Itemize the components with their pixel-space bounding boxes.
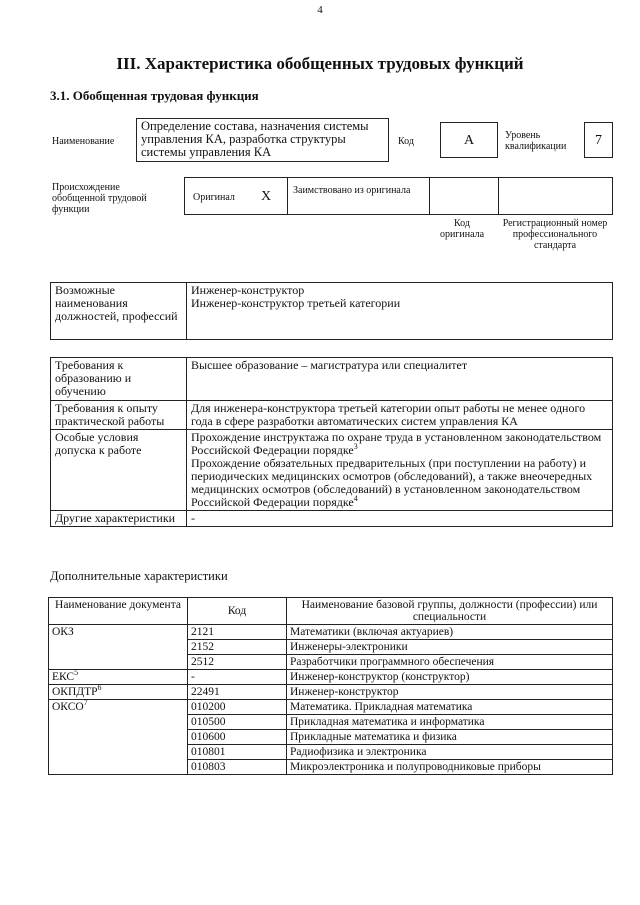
code-cell: 010500 (188, 715, 287, 730)
table-row (49, 715, 613, 730)
original-mark: X (261, 189, 272, 204)
code-cell: 2121 (188, 625, 287, 640)
req-line: Прохождение обязательных предварительных (при поступлении на работу) и периодических медицинских осмотров (обследований), а также внеочередных медицинских осмотров (обследований) в установленном законодательством Российской Федерации порядке$^4$ (191, 456, 593, 509)
req-label: Другие характеристики (51, 511, 187, 527)
level-value: 7 (595, 133, 602, 148)
function-name-box (136, 118, 389, 162)
doc-cell (49, 640, 188, 655)
doc-cell (49, 715, 188, 730)
origin-row (184, 177, 613, 215)
table-row (51, 430, 613, 511)
req-line: Прохождение инструктажа по охране труда в установленном законодательством Российской Федерации порядке$^3$ (191, 430, 602, 457)
doc-cell (49, 745, 188, 760)
subsection-title: 3.1. Обобщенная трудовая функция (50, 88, 259, 103)
code-cell: 010803 (188, 760, 287, 775)
level-box (584, 122, 613, 158)
table-row (51, 283, 613, 340)
roles-values (187, 283, 613, 340)
doc-cell: ОКПДТР$^6$ (49, 685, 188, 700)
name-cell: Микроэлектроника и полупроводниковые приборы (287, 760, 613, 775)
level-label: Уровень квалификации (505, 130, 567, 152)
name-cell: Прикладные математика и физика (287, 730, 613, 745)
role-item: Инженер-конструктор (191, 283, 305, 297)
col-header-code: Код (188, 598, 287, 625)
name-cell: Математика. Прикладная математика (287, 700, 613, 715)
origin-label: Происхождение обобщенной трудовой функции (52, 182, 147, 215)
divider (429, 178, 430, 215)
name-cell: Прикладная математика и информатика (287, 715, 613, 730)
req-label: Требования к образованию и обучению (51, 358, 187, 401)
footnote-ref: 4 (353, 494, 358, 503)
col-header-doc: Наименование документа (49, 598, 188, 625)
table-row (49, 670, 613, 685)
doc-cell: ОКЗ (49, 625, 188, 640)
code-box (440, 122, 498, 158)
table-row (49, 655, 613, 670)
code-cell: 010801 (188, 745, 287, 760)
table-header-row (49, 598, 613, 625)
doc-cell (49, 760, 188, 775)
additional-title: Дополнительные характеристики (50, 569, 228, 583)
table-row (51, 358, 613, 401)
code-cell: 22491 (188, 685, 287, 700)
code-cell: 010600 (188, 730, 287, 745)
table-row (51, 511, 613, 527)
function-name-value: Определение состава, назначения системы управления КА, разработка структуры системы управления КА (141, 119, 369, 159)
footnote-ref: 3 (353, 442, 358, 451)
req-value: - (187, 511, 613, 527)
section-title: III. Характеристика обобщенных трудовых функций (116, 54, 524, 73)
doc-cell (49, 655, 188, 670)
doc-cell: ОКСО$^7$ (49, 700, 188, 715)
additional-table (48, 597, 613, 775)
req-label: Особые условия допуска к работе (51, 430, 187, 511)
table-row (49, 745, 613, 760)
roles-label: Возможные наименования должностей, профессий (51, 283, 187, 340)
req-value: Для инженера-конструктора третьей категории опыт работы не менее одного года в сфере разработки автоматических систем управления КА (187, 401, 613, 430)
name-cell: Радиофизика и электроника (287, 745, 613, 760)
code-label: Код (398, 136, 414, 147)
page-number: 4 (317, 4, 323, 16)
table-row (49, 685, 613, 700)
req-label: Требования к опыту практической работы (51, 401, 187, 430)
table-row (49, 625, 613, 640)
reg-number-caption: Регистрационный номер профессионального стандарта (502, 218, 608, 251)
code-cell: - (188, 670, 287, 685)
borrowed-label: Заимствовано из оригинала (293, 185, 411, 196)
roles-table (50, 282, 613, 340)
role-item: Инженер-конструктор третьей категории (191, 296, 401, 310)
code-cell: 2512 (188, 655, 287, 670)
table-row (49, 640, 613, 655)
divider (498, 178, 499, 215)
name-cell: Инженер-конструктор (конструктор) (287, 670, 613, 685)
code-value: А (463, 133, 475, 148)
code-cell: 010200 (188, 700, 287, 715)
code-original-caption: Код оригинала (439, 218, 485, 240)
name-cell: Инженеры-электроники (287, 640, 613, 655)
name-cell: Инженер-конструктор (287, 685, 613, 700)
table-row (49, 700, 613, 715)
divider (287, 178, 288, 215)
name-label: Наименование (52, 136, 115, 147)
table-row (49, 760, 613, 775)
name-cell: Разработчики программного обеспечения (287, 655, 613, 670)
original-label: Оригинал (193, 192, 235, 203)
table-row (51, 401, 613, 430)
col-header-name: Наименование базовой группы, должности (профессии) или специальности (287, 598, 613, 625)
name-cell: Математики (включая актуариев) (287, 625, 613, 640)
doc-cell: ЕКС$^5$ (49, 670, 188, 685)
table-row (49, 730, 613, 745)
requirements-table (50, 357, 613, 527)
req-value: Высшее образование – магистратура или специалитет (187, 358, 613, 401)
req-value (187, 430, 613, 511)
code-cell: 2152 (188, 640, 287, 655)
doc-cell (49, 730, 188, 745)
